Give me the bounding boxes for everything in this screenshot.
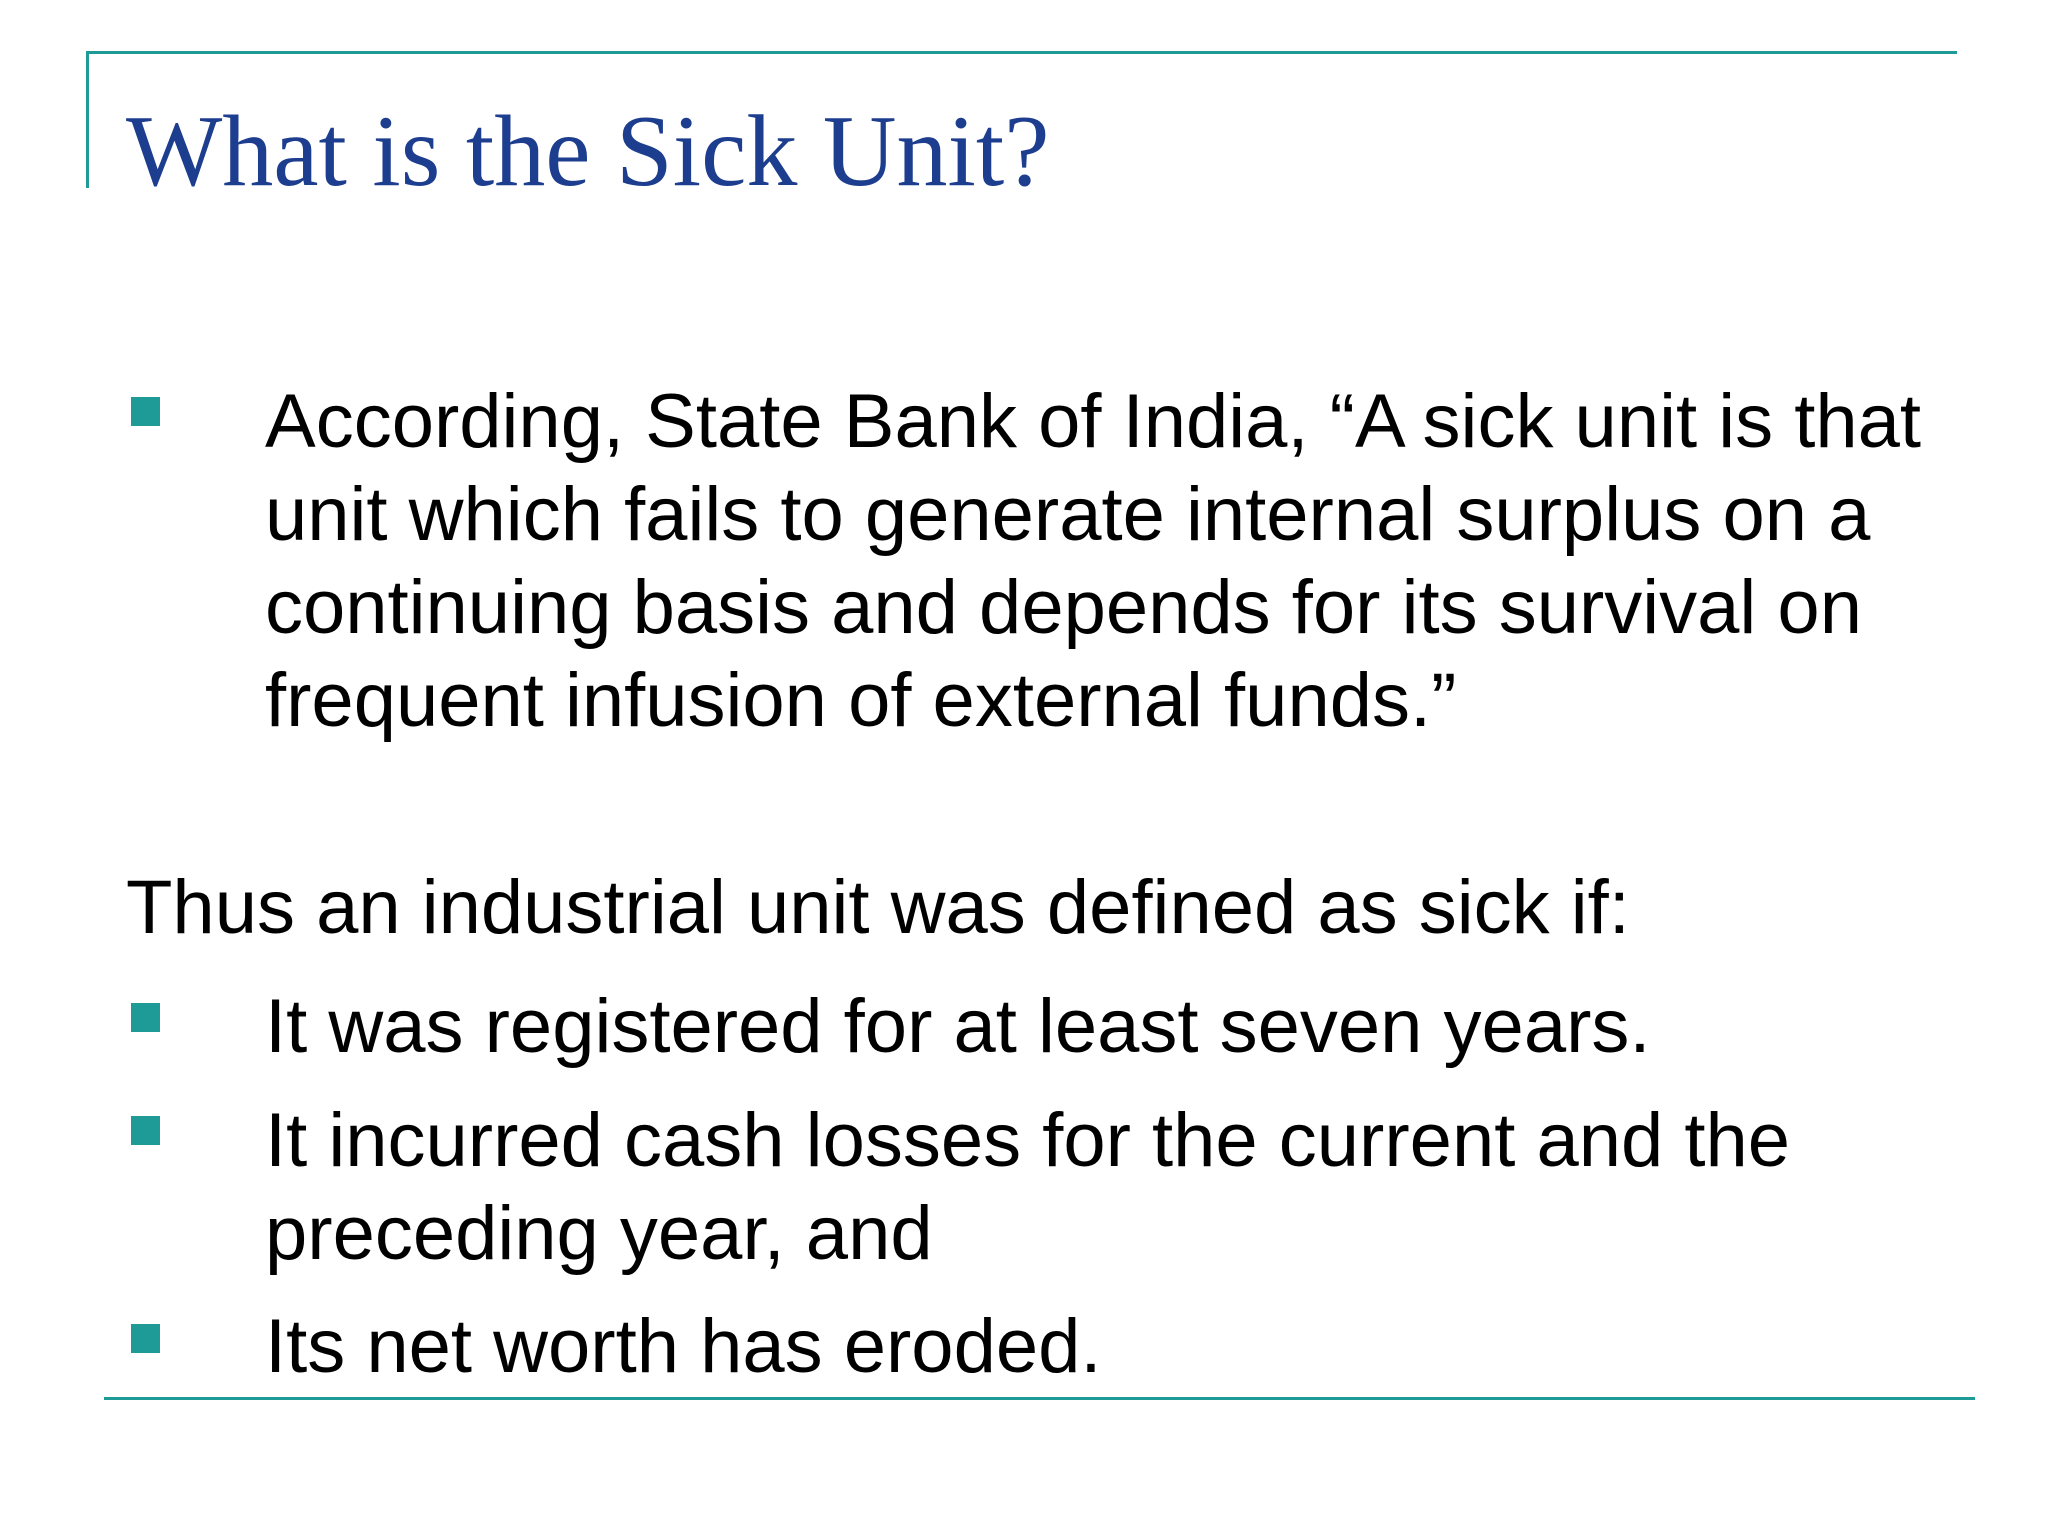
- criteria-item: It was registered for at least seven years.: [265, 984, 1651, 1069]
- criteria-intro: Thus an industrial unit was defined as sick if:: [126, 865, 1630, 950]
- bottom-divider: [104, 1397, 1975, 1400]
- square-bullet-icon: [131, 397, 160, 426]
- square-bullet-icon: [131, 1324, 160, 1353]
- criteria-item: Its net worth has eroded.: [265, 1304, 1102, 1389]
- square-bullet-icon: [131, 1116, 160, 1145]
- square-bullet-icon: [131, 1003, 160, 1032]
- criteria-item: It incurred cash losses for the current and the preceding year, and: [265, 1098, 1791, 1276]
- left-divider: [86, 51, 89, 188]
- definition-text: According, State Bank of India, “A sick unit is that unit which fails to generate internal surplus on a continuing basis and depends for its survival on frequent infusion of external funds.”: [265, 379, 1921, 743]
- top-divider: [86, 51, 1957, 54]
- slide-title: What is the Sick Unit?: [126, 95, 1050, 208]
